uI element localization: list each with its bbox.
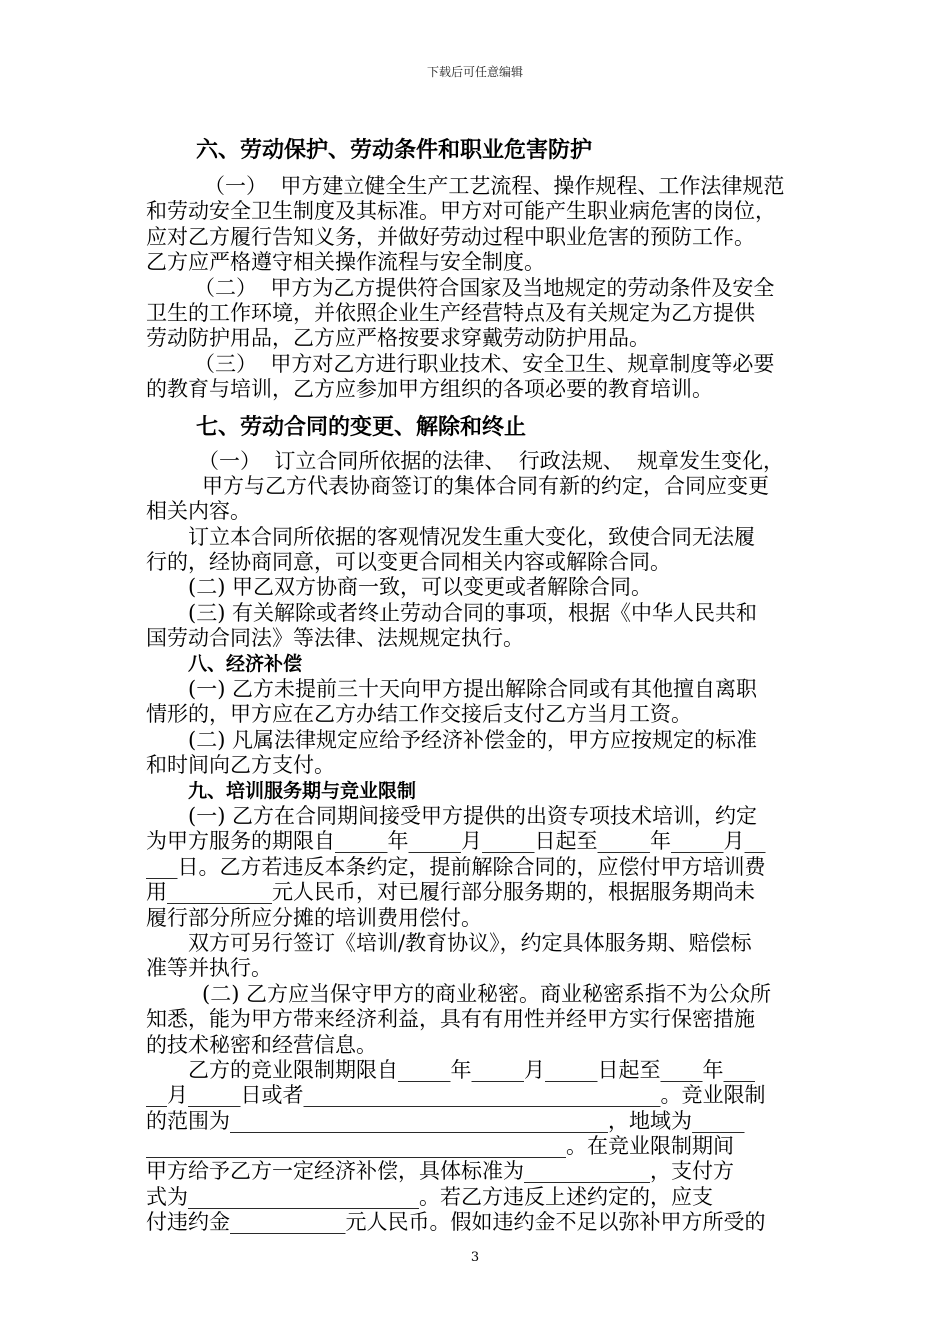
section-6-line: 卫生的工作环境，并依照企业生产经营特点及有关规定为乙方提供 <box>146 300 755 325</box>
section-8-line: 和时间向乙方支付。 <box>146 753 335 778</box>
page-number: 3 <box>470 1250 480 1265</box>
section-9-line: 甲方给予乙方一定经济补偿，具体标准为____________，支付方 <box>146 1159 734 1184</box>
document-body <box>146 132 806 1236</box>
section-7-heading: 七、劳动合同的变更、解除和终止 <box>196 414 527 440</box>
section-9-line: 双方可另行签订《培训/教育协议》，约定具体服务期、赔偿标 <box>188 930 752 955</box>
section-7-line: 订立本合同所依据的客观情况发生重大变化，致使合同无法履 <box>188 524 755 549</box>
section-6-line: 和劳动安全卫生制度及其标准。甲方对可能产生职业病危害的岗位， <box>146 199 776 224</box>
section-6-line: 劳动防护用品，乙方应严格按要求穿戴劳动防护用品。 <box>146 326 650 351</box>
section-9-line: 的范围为____________________________________，地域为_____ <box>146 1108 745 1133</box>
section-9-line: ___日。乙方若违反本条约定，提前解除合同的，应偿付甲方培训费 <box>146 854 766 879</box>
section-8-line: (二) 凡属法律规定应给予经济补偿金的，甲方应按规定的标准 <box>188 727 758 752</box>
section-9-line: 乙方的竞业限制期限自_____年_____月_____日起至____年___ <box>188 1057 755 1082</box>
section-9-line: 的技术秘密和经营信息。 <box>146 1032 377 1057</box>
section-7-line: 相关内容。 <box>146 499 251 524</box>
section-6-line: （三） 甲方对乙方进行职业技术、安全卫生、规章制度等必要 <box>194 351 775 376</box>
section-9-line: (一) 乙方在合同期间接受甲方提供的出资专项技术培训，约定 <box>188 803 758 828</box>
section-7-line: 甲方与乙方代表协商签订的集体合同有新的约定，合同应变更 <box>202 473 769 498</box>
section-9-line: 履行部分所应分摊的培训费用偿付。 <box>146 905 482 930</box>
section-9-line: ________________________________________。在竞业限制期间 <box>146 1134 734 1159</box>
section-9-line: 为甲方服务的期限自_____年_____月_____日起至_____年_____月__ <box>146 829 766 854</box>
section-8-line: (一) 乙方未提前三十天向甲方提出解除合同或有其他擅自离职 <box>188 677 758 702</box>
section-6-line: （一） 甲方建立健全生产工艺流程、操作规程、工作法律规范 <box>204 174 785 198</box>
section-6-line: 应对乙方履行告知义务，并做好劳动过程中职业危害的预防工作。 <box>146 224 755 249</box>
section-9-line: 准等并执行。 <box>146 956 272 981</box>
section-9-line: 用__________元人民币，对已履行部分服务期的，根据服务期尚未 <box>146 880 755 905</box>
section-9-heading: 九、培训服务期与竞业限制 <box>188 779 417 802</box>
section-7-line: (三) 有关解除或者终止劳动合同的事项，根据《中华人民共和 <box>188 600 758 625</box>
header-note: 下载后可任意编辑 <box>426 65 523 79</box>
section-6-line: （二） 甲方为乙方提供符合国家及当地规定的劳动条件及安全 <box>194 275 775 300</box>
section-9-line: (二) 乙方应当保守甲方的商业秘密。商业秘密系指不为公众所 <box>202 981 772 1006</box>
section-8-line: 情形的，甲方应在乙方办结工作交接后支付乙方当月工资。 <box>146 702 692 727</box>
section-7-line: (二) 甲乙双方协商一致，可以变更或者解除合同。 <box>188 575 653 600</box>
section-7-line: （一） 订立合同所依据的法律、 行政法规、 规章发生变化， <box>198 448 785 473</box>
section-7-line: 行的，经协商同意，可以变更合同相关内容或解除合同。 <box>146 550 671 575</box>
section-8-heading: 八、经济补偿 <box>188 652 303 675</box>
section-6-line: 的教育与培训，乙方应参加甲方组织的各项必要的教育培训。 <box>146 377 713 402</box>
section-7-line: 国劳动合同法》等法律、法规规定执行。 <box>146 626 524 651</box>
section-9-line: 知悉，能为甲方带来经济利益，具有有用性并经甲方实行保密措施 <box>146 1007 755 1032</box>
section-6-line: 乙方应严格遵守相关操作流程与安全制度。 <box>146 250 545 275</box>
section-9-line: 付违约金___________元人民币。假如违约金不足以弥补甲方所受的 <box>146 1210 766 1235</box>
section-9-line: 式为______________________。若乙方违反上述约定的，应支 <box>146 1184 713 1209</box>
section-9-line: __月_____日或者__________________________________。竞业限制 <box>146 1083 766 1108</box>
section-6-heading: 六、劳动保护、劳动条件和职业危害防护 <box>196 138 593 163</box>
